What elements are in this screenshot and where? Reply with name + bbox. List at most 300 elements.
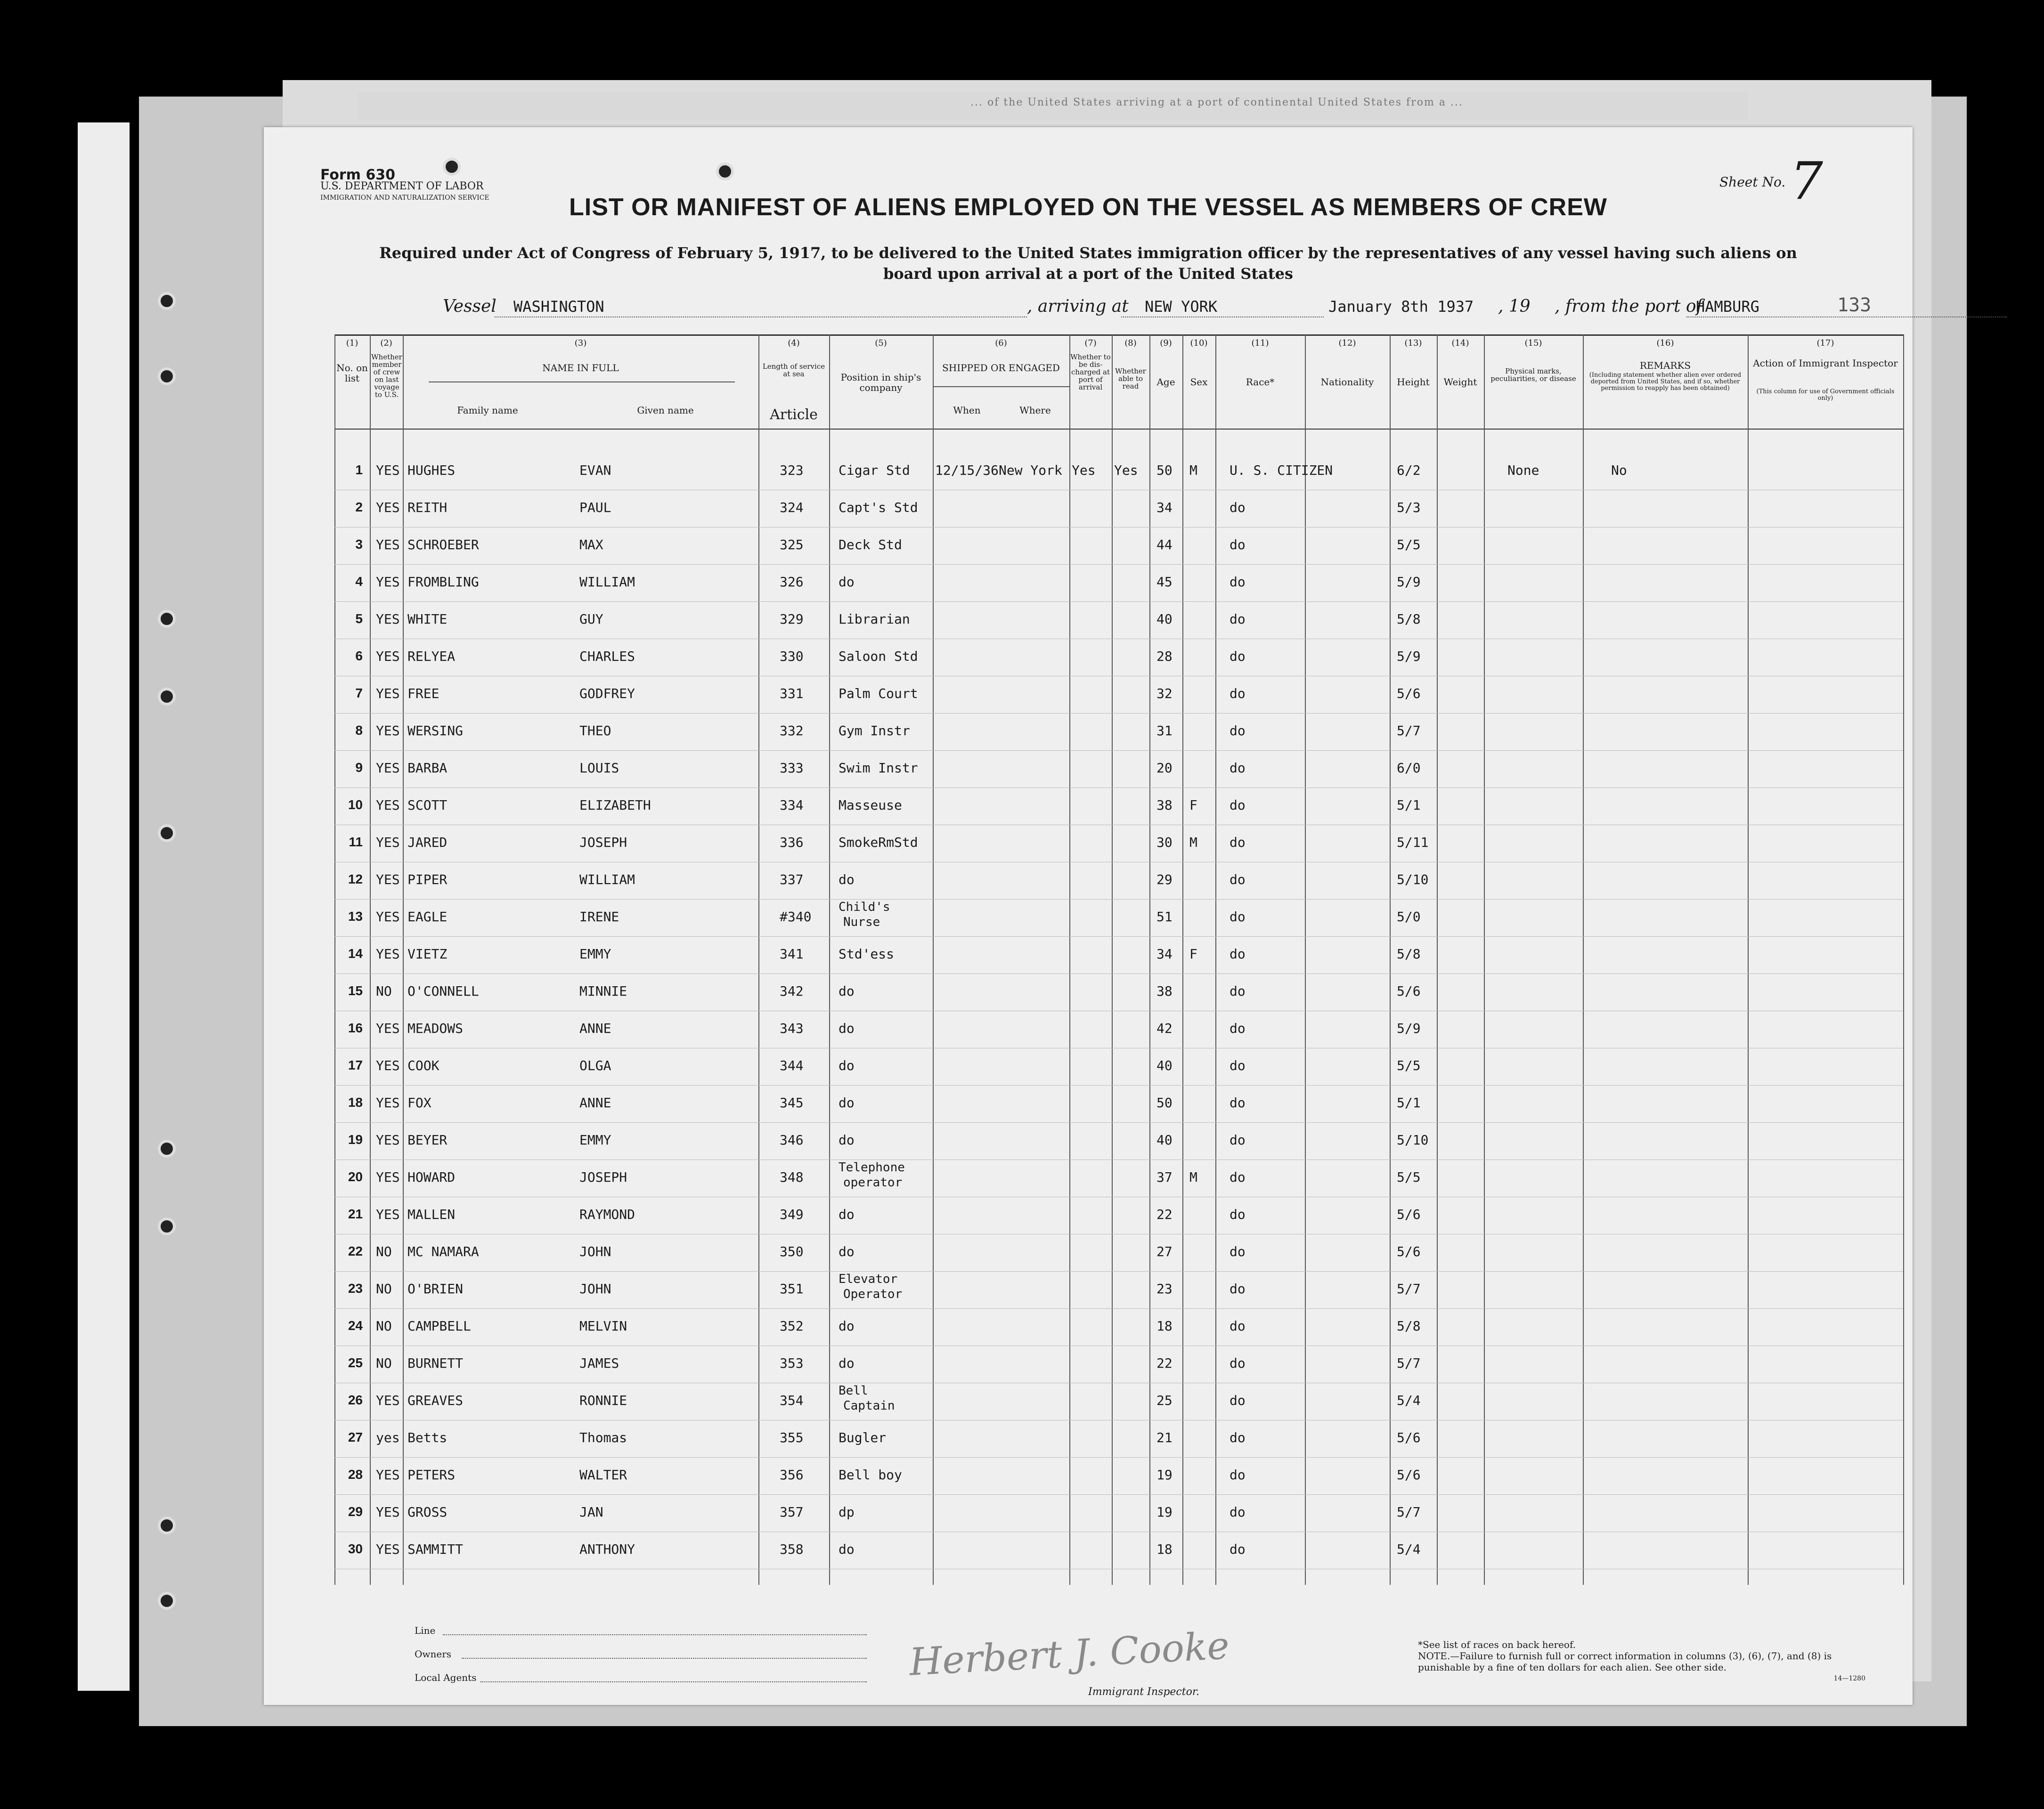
cell-length: 326 [780, 574, 804, 590]
cell-length: 332 [780, 723, 804, 738]
cell-sex: M [1189, 835, 1197, 850]
cell-family: RELYEA [407, 649, 456, 664]
cell-family: SCOTT [407, 797, 448, 813]
cell-height: 5/7 [1397, 1504, 1421, 1520]
cell-family: BARBA [407, 760, 448, 776]
cell-height: 5/7 [1397, 1355, 1421, 1371]
cell-height: 5/6 [1397, 1430, 1421, 1445]
cell-position: Masseuse [839, 797, 902, 813]
row-rule [334, 1085, 1903, 1086]
cell-age: 19 [1156, 1467, 1173, 1483]
cell-race: do [1230, 1393, 1246, 1408]
cell-no: 16 [348, 1021, 363, 1035]
cell-height: 5/6 [1397, 686, 1421, 701]
cell-race: do [1230, 1467, 1246, 1483]
cell-no: 23 [348, 1281, 363, 1296]
vessel-line [443, 297, 1856, 320]
cell-member: YES [376, 872, 400, 887]
col-divider [1112, 334, 1113, 1585]
cell-race: do [1230, 1132, 1246, 1148]
cell-family: BEYER [407, 1132, 448, 1148]
cell-position: do [839, 872, 855, 887]
col-divider [1437, 334, 1438, 1585]
cell-position: Bugler [839, 1430, 887, 1445]
cell-given: WILLIAM [579, 872, 635, 887]
cell-family: MALLEN [407, 1207, 456, 1222]
cell-member: YES [376, 649, 400, 664]
col-divider [1215, 334, 1216, 1585]
cell-remarks: No [1611, 462, 1627, 478]
cell-length: 352 [780, 1318, 804, 1334]
cell-family: COOK [407, 1058, 440, 1073]
cell-race: do [1230, 537, 1246, 552]
col-divider [1748, 334, 1749, 1585]
cell-given: ANNE [579, 1021, 611, 1036]
cell-height: 5/6 [1397, 1207, 1421, 1222]
department-text: U.S. DEPARTMENT OF LABOR [320, 180, 484, 192]
cell-race: do [1230, 723, 1246, 738]
cell-position: Saloon Std [839, 649, 918, 664]
cell-family: MEADOWS [407, 1021, 464, 1036]
cell-length: 358 [780, 1541, 804, 1557]
line-label: Line [415, 1625, 436, 1636]
cell-height: 5/11 [1397, 835, 1429, 850]
line-underline [443, 1634, 867, 1635]
col-number: (11) [1251, 338, 1269, 348]
cell-age: 42 [1156, 1021, 1173, 1036]
cell-no: 26 [348, 1393, 363, 1407]
name-divider [429, 381, 735, 382]
cell-family: HUGHES [407, 462, 456, 478]
col-number: (3) [574, 338, 587, 348]
cell-height: 5/10 [1397, 872, 1429, 887]
cell-family: Betts [407, 1430, 448, 1445]
footnote-races: *See list of races on back hereof. [1418, 1639, 1576, 1650]
cell-age: 19 [1156, 1504, 1173, 1520]
cell-height: 5/1 [1397, 797, 1421, 813]
cell-no: 30 [348, 1541, 363, 1556]
cell-race: do [1230, 649, 1246, 664]
cell-member: YES [376, 611, 400, 627]
cell-given: JOSEPH [579, 1169, 627, 1185]
row-rule [334, 936, 1903, 937]
cell-family: FROMBLING [407, 574, 479, 590]
cell-race: do [1230, 872, 1246, 887]
col-divider [829, 334, 830, 1585]
cell-age: 25 [1156, 1393, 1173, 1408]
header-action-sub: (This column for use of Government officials only) [1756, 388, 1895, 402]
cell-height: 5/7 [1397, 1281, 1421, 1297]
row-rule [334, 787, 1903, 788]
header-sex: Sex [1190, 376, 1208, 388]
col-number: (17) [1816, 338, 1834, 348]
cell-race: do [1230, 611, 1246, 627]
cell-given: THEO [579, 723, 611, 738]
owners-label: Owners [415, 1648, 452, 1660]
cell-given: EVAN [579, 462, 611, 478]
cell-family: O'CONNELL [407, 983, 479, 999]
binder-hole [158, 1517, 176, 1534]
cell-family: JARED [407, 835, 448, 850]
cell-member: YES [376, 1058, 400, 1073]
cell-length: 329 [780, 611, 804, 627]
cell-height: 5/0 [1397, 909, 1421, 925]
cell-age: 45 [1156, 574, 1173, 590]
page-subtitle: Required under Act of Congress of February 5, 1917, to be delivered to the United States immigration officer by the representatives of any vessel having such aliens on board upon arrival at a port of the United States [379, 244, 1797, 283]
header-where: Where [1019, 405, 1051, 416]
cell-no: 14 [348, 946, 363, 961]
cell-no: 13 [348, 909, 363, 924]
col-divider [1182, 334, 1183, 1585]
cell-height: 5/3 [1397, 500, 1421, 515]
cell-position: dp [839, 1504, 855, 1520]
col-number: (12) [1338, 338, 1356, 348]
cell-given: RONNIE [579, 1393, 627, 1408]
row-rule [334, 1457, 1903, 1458]
header-name: NAME IN FULL [542, 362, 619, 373]
header-shipped: SHIPPED OR ENGAGED [942, 362, 1060, 373]
cell-race: do [1230, 946, 1246, 962]
cell-length: 331 [780, 686, 804, 701]
cell-height: 5/8 [1397, 946, 1421, 962]
cell-position: Cigar Std [839, 462, 910, 478]
cell-position: do [839, 983, 855, 999]
cell-length: 351 [780, 1281, 804, 1297]
cell-no: 18 [348, 1095, 363, 1110]
header-bottom-border [334, 429, 1903, 430]
cell-height: 5/6 [1397, 1244, 1421, 1259]
arriving-label: , arriving at [1027, 297, 1129, 316]
table-top-border [334, 334, 1903, 336]
cell-member: YES [376, 760, 400, 776]
cell-member: YES [376, 1393, 400, 1408]
cell-age: 32 [1156, 686, 1173, 701]
cell-race: do [1230, 909, 1246, 925]
cell-position: Elevator [839, 1272, 898, 1286]
cell-given: JOHN [579, 1244, 611, 1259]
col-divider [1149, 334, 1150, 1585]
cell-race: do [1230, 1318, 1246, 1334]
cell-length: 346 [780, 1132, 804, 1148]
cell-position: Bell boy [839, 1467, 902, 1483]
punch-hole [716, 162, 734, 180]
cell-height: 5/8 [1397, 611, 1421, 627]
cell-no: 19 [348, 1132, 363, 1147]
header-action: Action of Immigrant Inspector [1753, 357, 1898, 369]
cell-length: 342 [780, 983, 804, 999]
crew-table [334, 334, 1903, 1585]
header-read: Whether able to read [1115, 367, 1146, 390]
cell-length: 341 [780, 946, 804, 962]
cell-family: PIPER [407, 872, 448, 887]
col-divider [403, 334, 404, 1585]
cell-member: YES [376, 1169, 400, 1185]
cell-family: SCHROEBER [407, 537, 479, 552]
cell-sex: F [1189, 946, 1197, 962]
cell-position-line2: Operator [843, 1287, 903, 1301]
cell-height: 5/10 [1397, 1132, 1429, 1148]
col-number: (9) [1160, 338, 1172, 348]
col-number: (5) [875, 338, 887, 348]
row-rule [334, 1271, 1903, 1272]
binder-hole [158, 1592, 176, 1610]
cell-given: PAUL [579, 500, 611, 515]
shipped-divider [933, 386, 1069, 387]
cell-length: 350 [780, 1244, 804, 1259]
row-rule [334, 973, 1903, 974]
cell-given: RAYMOND [579, 1207, 635, 1222]
cell-position: Librarian [839, 611, 910, 627]
cell-given: CHARLES [579, 649, 635, 664]
cell-length: 337 [780, 872, 804, 887]
cell-age: 37 [1156, 1169, 1173, 1185]
col-divider [1390, 334, 1391, 1585]
cell-given: MELVIN [579, 1318, 627, 1334]
cell-position: do [839, 1132, 855, 1148]
cell-age: 18 [1156, 1541, 1173, 1557]
vessel-underline [495, 316, 1027, 317]
cell-no: 28 [348, 1467, 363, 1482]
manifest-sheet [264, 127, 1913, 1705]
row-rule [334, 899, 1903, 900]
row-rule [334, 564, 1903, 565]
cell-no: 8 [355, 723, 363, 738]
col-divider [1484, 334, 1485, 1585]
col-number: (16) [1656, 338, 1674, 348]
cell-height: 5/9 [1397, 574, 1421, 590]
cell-age: 34 [1156, 946, 1173, 962]
port-underline [1686, 316, 2007, 317]
binder-hole [158, 1217, 176, 1235]
col-number: (7) [1084, 338, 1097, 348]
cell-no: 22 [348, 1244, 363, 1258]
col-number: (13) [1404, 338, 1422, 348]
cell-member: NO [376, 1244, 392, 1259]
cell-length: 349 [780, 1207, 804, 1222]
cell-family: EAGLE [407, 909, 448, 925]
cell-no: 20 [348, 1169, 363, 1184]
cell-race: do [1230, 1430, 1246, 1445]
cell-race: do [1230, 574, 1246, 590]
row-rule [334, 1494, 1903, 1495]
cell-race: do [1230, 1095, 1246, 1111]
cell-position-line2: operator [843, 1176, 903, 1190]
header-remarks: REMARKS [1639, 360, 1691, 371]
cell-no: 5 [355, 611, 363, 626]
cell-family: SAMMITT [407, 1541, 464, 1557]
cell-position: do [839, 1095, 855, 1111]
header-given: Given name [637, 405, 694, 416]
cell-age: 29 [1156, 872, 1173, 887]
cell-height: 5/4 [1397, 1393, 1421, 1408]
cell-race: U. S. CITIZEN [1230, 462, 1333, 478]
cell-race: do [1230, 1058, 1246, 1073]
cell-position: Std'ess [839, 946, 895, 962]
cell-sex: M [1189, 462, 1197, 478]
col-divider [1583, 334, 1584, 1585]
cell-given: JOSEPH [579, 835, 627, 850]
cell-given: ELIZABETH [579, 797, 651, 813]
cell-family: HOWARD [407, 1169, 456, 1185]
cell-no: 27 [348, 1430, 363, 1444]
header-length: Length of service at sea [762, 362, 825, 378]
cell-length: 323 [780, 462, 804, 478]
row-rule [334, 750, 1903, 751]
cell-length: 333 [780, 760, 804, 776]
cell-age: 20 [1156, 760, 1173, 776]
cell-position: do [839, 574, 855, 590]
cell-length: 345 [780, 1095, 804, 1111]
cell-position: Deck Std [839, 537, 902, 552]
cell-member: YES [376, 462, 400, 478]
cell-member: YES [376, 909, 400, 925]
cell-race: do [1230, 686, 1246, 701]
cell-no: 11 [349, 835, 363, 849]
cell-family: CAMPBELL [407, 1318, 471, 1334]
cell-age: 34 [1156, 500, 1173, 515]
cell-length: 354 [780, 1393, 804, 1408]
cell-length: 357 [780, 1504, 804, 1520]
cell-age: 30 [1156, 835, 1173, 850]
cell-race: do [1230, 983, 1246, 999]
cell-position: do [839, 1207, 855, 1222]
cell-no: 1 [355, 462, 363, 477]
footnote [1418, 1639, 1865, 1684]
header-height: Height [1397, 376, 1430, 388]
cell-race: do [1230, 500, 1246, 515]
cell-no: 29 [348, 1504, 363, 1519]
cell-position: do [839, 1318, 855, 1334]
cell-given: WILLIAM [579, 574, 635, 590]
cell-age: 18 [1156, 1318, 1173, 1334]
cell-family: FREE [407, 686, 440, 701]
cell-family: MC NAMARA [407, 1244, 479, 1259]
cell-race: do [1230, 1244, 1246, 1259]
cell-given: JAN [579, 1504, 603, 1520]
cell-no: 10 [348, 797, 363, 812]
cell-no: 7 [355, 686, 363, 700]
col-number: (2) [380, 338, 392, 348]
cell-length: 334 [780, 797, 804, 813]
header-remarks-sub: (Including statement whether alien ever ordered deported from United States, and if so, whether permission to reapply has been obtained) [1589, 372, 1742, 392]
cell-length: 344 [780, 1058, 804, 1073]
arriving-port: NEW YORK [1145, 298, 1218, 316]
cell-member: YES [376, 1207, 400, 1222]
sheet-value: 7 [1790, 151, 1823, 211]
col-number: (6) [995, 338, 1007, 348]
row-rule [334, 713, 1903, 714]
cell-position: do [839, 1355, 855, 1371]
cell-member: YES [376, 1095, 400, 1111]
cell-race: do [1230, 1207, 1246, 1222]
header-age: Age [1156, 376, 1175, 388]
cell-member: NO [376, 1318, 392, 1334]
cell-length: 343 [780, 1021, 804, 1036]
row-rule [334, 1122, 1903, 1123]
cell-length: 355 [780, 1430, 804, 1445]
cell-age: 50 [1156, 1095, 1173, 1111]
vessel-name: WASHINGTON [513, 298, 604, 316]
cell-no: 21 [348, 1207, 363, 1221]
cell-member: YES [376, 1541, 400, 1557]
col-divider [370, 334, 371, 1585]
cell-family: PETERS [407, 1467, 456, 1483]
cell-age: 40 [1156, 1058, 1173, 1073]
cell-age: 40 [1156, 1132, 1173, 1148]
cell-given: Thomas [579, 1430, 627, 1445]
cell-height: 5/7 [1397, 723, 1421, 738]
cell-given: EMMY [579, 946, 611, 962]
inspector-signature: Herbert J. Cooke [908, 1623, 1230, 1684]
service-text: IMMIGRATION AND NATURALIZATION SERVICE [320, 194, 489, 202]
underlying-page-text: ... of the United States arriving at a port of continental United States from a ... [970, 97, 1463, 108]
cell-family: FOX [407, 1095, 432, 1111]
col-number: (10) [1190, 338, 1208, 348]
cell-length: 325 [780, 537, 804, 552]
cell-position: Capt's Std [839, 500, 918, 515]
cell-length: 324 [780, 500, 804, 515]
cell-family: GREAVES [407, 1393, 464, 1408]
cell-race: do [1230, 797, 1246, 813]
vessel-label: Vessel [443, 297, 497, 316]
col-number: (14) [1451, 338, 1469, 348]
cell-height: 5/9 [1397, 1021, 1421, 1036]
col-divider [1305, 334, 1306, 1585]
cell-member: YES [376, 574, 400, 590]
cell-given: MAX [579, 537, 603, 552]
row-rule [334, 1308, 1903, 1309]
binder-hole [158, 688, 176, 706]
agents-label: Local Agents [415, 1672, 477, 1683]
underlying-page-top [358, 92, 1748, 120]
binder-hole [158, 1140, 176, 1158]
cell-member: NO [376, 1281, 392, 1297]
cell-given: EMMY [579, 1132, 611, 1148]
col-number: (8) [1124, 338, 1137, 348]
cell-age: 28 [1156, 649, 1173, 664]
cell-member: YES [376, 686, 400, 701]
cell-position: Gym Instr [839, 723, 910, 738]
cell-given: LOUIS [579, 760, 619, 776]
cell-height: 5/5 [1397, 1058, 1421, 1073]
cell-member: YES [376, 537, 400, 552]
cell-family: WERSING [407, 723, 464, 738]
cell-given: JOHN [579, 1281, 611, 1297]
binder-hole [158, 367, 176, 385]
col-number: (1) [346, 338, 358, 348]
form-number-text: Form 630 [320, 167, 396, 183]
cell-race: do [1230, 1169, 1246, 1185]
cell-position-line2: Captain [843, 1399, 895, 1413]
cell-given: JAMES [579, 1355, 619, 1371]
form-code: 14—1280 [1833, 1675, 1865, 1682]
cell-position: do [839, 1058, 855, 1073]
col-divider [1903, 334, 1904, 1585]
cell-position: Child's [839, 900, 890, 914]
cell-given: MINNIE [579, 983, 627, 999]
binder-hole [158, 824, 176, 842]
cell-position: Telephone [839, 1160, 905, 1175]
cell-height: 5/6 [1397, 1467, 1421, 1483]
cell-length: #340 [780, 909, 812, 925]
col-divider [933, 334, 934, 1585]
cell-position: SmokeRmStd [839, 835, 918, 850]
cell-age: 21 [1156, 1430, 1173, 1445]
cell-no: 25 [348, 1355, 363, 1370]
header-weight: Weight [1443, 376, 1477, 388]
cell-height: 5/9 [1397, 649, 1421, 664]
cell-physical: None [1507, 462, 1539, 478]
